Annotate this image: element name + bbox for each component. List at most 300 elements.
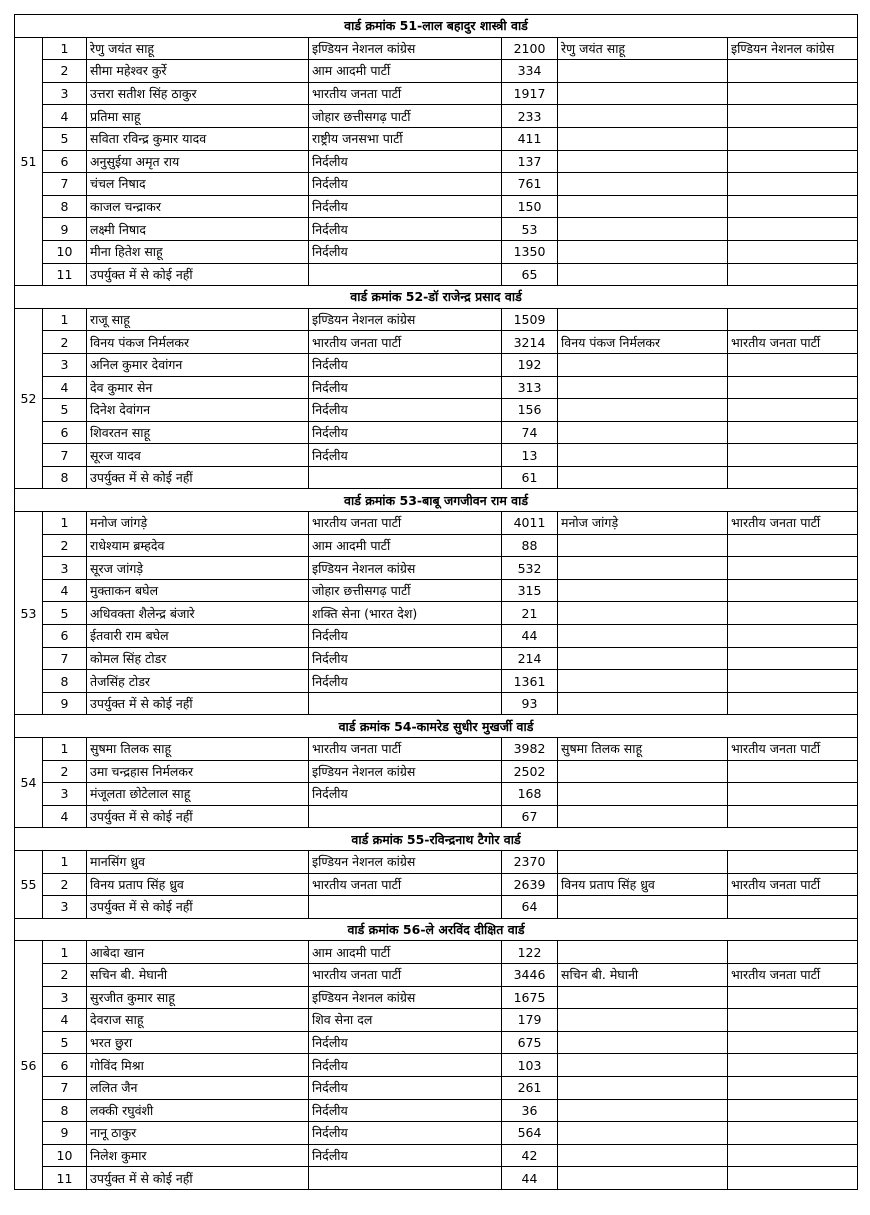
- winner-name-empty: [558, 1099, 728, 1122]
- candidate-party: जोहार छत्तीसगढ़ पार्टी: [309, 579, 502, 602]
- vote-count: 156: [502, 399, 558, 422]
- ward-title: वार्ड क्रमांक 54-कामरेड सुधीर मुखर्जी वार्ड: [15, 715, 858, 738]
- table-row: [15, 1167, 858, 1190]
- table-row: [15, 218, 858, 241]
- candidate-name: रेणु जयंत साहू: [87, 37, 309, 60]
- winner-name-empty: [558, 760, 728, 783]
- candidate-name: राधेश्याम ब्रम्हदेव: [87, 534, 309, 557]
- table-row: [15, 534, 858, 557]
- ward-header-row: [15, 715, 858, 738]
- serial-number: 5: [43, 399, 87, 422]
- serial-number: 1: [43, 37, 87, 60]
- candidate-party: निर्दलीय: [309, 1122, 502, 1145]
- table-row: [15, 263, 858, 286]
- winner-party: भारतीय जनता पार्टी: [728, 963, 858, 986]
- candidate-name: गोविंद मिश्रा: [87, 1054, 309, 1077]
- vote-count: 761: [502, 173, 558, 196]
- candidate-name: अनुसुईया अमृत राय: [87, 150, 309, 173]
- candidate-party: इण्डियन नेशनल कांग्रेस: [309, 986, 502, 1009]
- ward-number: 54: [15, 738, 43, 828]
- serial-number: 10: [43, 240, 87, 263]
- winner-party-empty: [728, 105, 858, 128]
- candidate-party: निर्दलीय: [309, 647, 502, 670]
- serial-number: 6: [43, 625, 87, 648]
- winner-party-empty: [728, 534, 858, 557]
- table-row: [15, 670, 858, 693]
- serial-number: 7: [43, 173, 87, 196]
- winner-party-empty: [728, 127, 858, 150]
- vote-count: 1361: [502, 670, 558, 693]
- vote-count: 4011: [502, 512, 558, 535]
- candidate-party: [309, 466, 502, 489]
- candidate-name: देवराज साहू: [87, 1009, 309, 1032]
- ward-number: 53: [15, 512, 43, 715]
- ward-number: 52: [15, 308, 43, 489]
- winner-party: भारतीय जनता पार्टी: [728, 512, 858, 535]
- candidate-party: इण्डियन नेशनल कांग्रेस: [309, 37, 502, 60]
- winner-party: भारतीय जनता पार्टी: [728, 331, 858, 354]
- serial-number: 5: [43, 602, 87, 625]
- candidate-name: सूरज जांगड़े: [87, 557, 309, 580]
- serial-number: 4: [43, 805, 87, 828]
- candidate-party: जोहार छत्तीसगढ़ पार्टी: [309, 105, 502, 128]
- winner-party-empty: [728, 850, 858, 873]
- ward-header-row: [15, 918, 858, 941]
- vote-count: 36: [502, 1099, 558, 1122]
- table-row: [15, 105, 858, 128]
- candidate-party: निर्दलीय: [309, 218, 502, 241]
- winner-name: रेणु जयंत साहू: [558, 37, 728, 60]
- vote-count: 61: [502, 466, 558, 489]
- winner-name-empty: [558, 60, 728, 83]
- winner-name-empty: [558, 353, 728, 376]
- winner-party-empty: [728, 1076, 858, 1099]
- table-row: [15, 805, 858, 828]
- table-row: [15, 173, 858, 196]
- serial-number: 7: [43, 647, 87, 670]
- table-row: [15, 331, 858, 354]
- candidate-party: [309, 692, 502, 715]
- table-row: [15, 376, 858, 399]
- winner-name-empty: [558, 896, 728, 919]
- candidate-name: चंचल निषाद: [87, 173, 309, 196]
- serial-number: 3: [43, 557, 87, 580]
- ward-number: 56: [15, 941, 43, 1190]
- table-row: [15, 783, 858, 806]
- table-row: [15, 692, 858, 715]
- candidate-party: [309, 263, 502, 286]
- winner-name-empty: [558, 986, 728, 1009]
- table-row: [15, 1122, 858, 1145]
- candidate-name: शिवरतन साहू: [87, 421, 309, 444]
- candidate-name: ललित जैन: [87, 1076, 309, 1099]
- candidate-name: उपर्युक्त में से कोई नहीं: [87, 1167, 309, 1190]
- serial-number: 2: [43, 873, 87, 896]
- winner-name-empty: [558, 399, 728, 422]
- candidate-name: भरत छुरा: [87, 1031, 309, 1054]
- winner-party-empty: [728, 150, 858, 173]
- serial-number: 2: [43, 534, 87, 557]
- candidate-party: [309, 805, 502, 828]
- winner-party-empty: [728, 1144, 858, 1167]
- candidate-name: उपर्युक्त में से कोई नहीं: [87, 692, 309, 715]
- table-row: [15, 963, 858, 986]
- candidate-name: दिनेश देवांगन: [87, 399, 309, 422]
- serial-number: 5: [43, 1031, 87, 1054]
- winner-party-empty: [728, 783, 858, 806]
- winner-name-empty: [558, 805, 728, 828]
- candidate-party: निर्दलीय: [309, 421, 502, 444]
- candidate-name: राजू साहू: [87, 308, 309, 331]
- vote-count: 214: [502, 647, 558, 670]
- candidate-name: मंजूलता छोटेलाल साहू: [87, 783, 309, 806]
- ward-header-row: [15, 286, 858, 309]
- candidate-party: निर्दलीय: [309, 376, 502, 399]
- winner-party-empty: [728, 82, 858, 105]
- winner-name-empty: [558, 444, 728, 467]
- results-sheet: [14, 14, 857, 1190]
- table-row: [15, 127, 858, 150]
- candidate-name: लक्ष्मी निषाद: [87, 218, 309, 241]
- candidate-party: भारतीय जनता पार्टी: [309, 512, 502, 535]
- table-row: [15, 1099, 858, 1122]
- winner-party-empty: [728, 444, 858, 467]
- winner-name-empty: [558, 850, 728, 873]
- table-row: [15, 1076, 858, 1099]
- candidate-party: निर्दलीय: [309, 353, 502, 376]
- candidate-party: आम आदमी पार्टी: [309, 60, 502, 83]
- serial-number: 2: [43, 331, 87, 354]
- vote-count: 88: [502, 534, 558, 557]
- candidate-name: निलेश कुमार: [87, 1144, 309, 1167]
- vote-count: 168: [502, 783, 558, 806]
- winner-party-empty: [728, 195, 858, 218]
- serial-number: 2: [43, 760, 87, 783]
- serial-number: 4: [43, 105, 87, 128]
- table-row: [15, 602, 858, 625]
- winner-party-empty: [728, 670, 858, 693]
- table-row: [15, 941, 858, 964]
- serial-number: 1: [43, 850, 87, 873]
- ward-title: वार्ड क्रमांक 52-डॉ राजेन्द्र प्रसाद वार्ड: [15, 286, 858, 309]
- winner-name-empty: [558, 625, 728, 648]
- vote-count: 3982: [502, 738, 558, 761]
- vote-count: 675: [502, 1031, 558, 1054]
- winner-name-empty: [558, 105, 728, 128]
- candidate-name: सूरज यादव: [87, 444, 309, 467]
- winner-party-empty: [728, 1054, 858, 1077]
- candidate-name: ईतवारी राम बघेल: [87, 625, 309, 648]
- winner-party-empty: [728, 1167, 858, 1190]
- vote-count: 192: [502, 353, 558, 376]
- vote-count: 65: [502, 263, 558, 286]
- ward-title: वार्ड क्रमांक 56-ले अरविंद दीक्षित वार्ड: [15, 918, 858, 941]
- serial-number: 7: [43, 1076, 87, 1099]
- candidate-party: भारतीय जनता पार्टी: [309, 738, 502, 761]
- candidate-party: निर्दलीय: [309, 195, 502, 218]
- table-row: [15, 195, 858, 218]
- candidate-name: अनिल कुमार देवांगन: [87, 353, 309, 376]
- candidate-party: आम आदमी पार्टी: [309, 941, 502, 964]
- candidate-name: कोमल सिंह टोडर: [87, 647, 309, 670]
- winner-name: विनय प्रताप सिंह ध्रुव: [558, 873, 728, 896]
- candidate-party: निर्दलीय: [309, 240, 502, 263]
- ward-title: वार्ड क्रमांक 55-रविन्द्रनाथ टैगोर वार्ड: [15, 828, 858, 851]
- table-row: [15, 399, 858, 422]
- vote-count: 1917: [502, 82, 558, 105]
- winner-party-empty: [728, 466, 858, 489]
- candidate-party: इण्डियन नेशनल कांग्रेस: [309, 308, 502, 331]
- serial-number: 3: [43, 353, 87, 376]
- table-row: [15, 37, 858, 60]
- serial-number: 2: [43, 60, 87, 83]
- table-row: [15, 150, 858, 173]
- winner-party-empty: [728, 173, 858, 196]
- winner-party-empty: [728, 60, 858, 83]
- vote-count: 1675: [502, 986, 558, 1009]
- vote-count: 74: [502, 421, 558, 444]
- winner-name-empty: [558, 82, 728, 105]
- candidate-name: प्रतिमा साहू: [87, 105, 309, 128]
- candidate-party: निर्दलीय: [309, 783, 502, 806]
- candidate-party: राष्ट्रीय जनसभा पार्टी: [309, 127, 502, 150]
- winner-party-empty: [728, 421, 858, 444]
- winner-name-empty: [558, 195, 728, 218]
- candidate-name: मीना हितेश साहू: [87, 240, 309, 263]
- winner-party-empty: [728, 602, 858, 625]
- vote-count: 233: [502, 105, 558, 128]
- vote-count: 137: [502, 150, 558, 173]
- candidate-name: विनय पंकज निर्मलकर: [87, 331, 309, 354]
- candidate-party: निर्दलीय: [309, 1054, 502, 1077]
- candidate-party: निर्दलीय: [309, 444, 502, 467]
- winner-party: भारतीय जनता पार्टी: [728, 738, 858, 761]
- table-row: [15, 1144, 858, 1167]
- vote-count: 261: [502, 1076, 558, 1099]
- candidate-party: निर्दलीय: [309, 1099, 502, 1122]
- ward-header-row: [15, 489, 858, 512]
- serial-number: 6: [43, 421, 87, 444]
- serial-number: 8: [43, 1099, 87, 1122]
- table-row: [15, 557, 858, 580]
- candidate-party: निर्दलीय: [309, 399, 502, 422]
- ward-title: वार्ड क्रमांक 51-लाल बहादुर शास्त्री वार्ड: [15, 15, 858, 38]
- winner-party-empty: [728, 896, 858, 919]
- candidate-name: उपर्युक्त में से कोई नहीं: [87, 466, 309, 489]
- vote-count: 2100: [502, 37, 558, 60]
- vote-count: 532: [502, 557, 558, 580]
- serial-number: 4: [43, 579, 87, 602]
- vote-count: 3214: [502, 331, 558, 354]
- results-table: [14, 14, 858, 1190]
- serial-number: 11: [43, 1167, 87, 1190]
- winner-name: मनोज जांगड़े: [558, 512, 728, 535]
- winner-party-empty: [728, 692, 858, 715]
- winner-party: इण्डियन नेशनल कांग्रेस: [728, 37, 858, 60]
- winner-name-empty: [558, 240, 728, 263]
- table-row: [15, 466, 858, 489]
- winner-name: सचिन बी. मेघानी: [558, 963, 728, 986]
- winner-name: सुषमा तिलक साहू: [558, 738, 728, 761]
- table-row: [15, 1009, 858, 1032]
- vote-count: 564: [502, 1122, 558, 1145]
- candidate-party: शिव सेना दल: [309, 1009, 502, 1032]
- candidate-party: निर्दलीय: [309, 150, 502, 173]
- candidate-name: देव कुमार सेन: [87, 376, 309, 399]
- winner-name-empty: [558, 1031, 728, 1054]
- candidate-party: शक्ति सेना (भारत देश): [309, 602, 502, 625]
- vote-count: 1509: [502, 308, 558, 331]
- winner-party-empty: [728, 1009, 858, 1032]
- candidate-name: उमा चन्द्रहास निर्मलकर: [87, 760, 309, 783]
- winner-party-empty: [728, 625, 858, 648]
- winner-name-empty: [558, 263, 728, 286]
- vote-count: 122: [502, 941, 558, 964]
- candidate-name: उपर्युक्त में से कोई नहीं: [87, 263, 309, 286]
- candidate-name: सीमा महेश्वर कुर्रे: [87, 60, 309, 83]
- candidate-party: भारतीय जनता पार्टी: [309, 873, 502, 896]
- winner-name-empty: [558, 534, 728, 557]
- table-row: [15, 850, 858, 873]
- table-row: [15, 353, 858, 376]
- winner-name-empty: [558, 579, 728, 602]
- winner-party-empty: [728, 760, 858, 783]
- serial-number: 2: [43, 963, 87, 986]
- candidate-name: काजल चन्द्राकर: [87, 195, 309, 218]
- table-row: [15, 760, 858, 783]
- table-row: [15, 308, 858, 331]
- winner-name-empty: [558, 1009, 728, 1032]
- table-row: [15, 240, 858, 263]
- winner-party-empty: [728, 376, 858, 399]
- vote-count: 3446: [502, 963, 558, 986]
- ward-header-row: [15, 828, 858, 851]
- serial-number: 9: [43, 218, 87, 241]
- table-row: [15, 625, 858, 648]
- candidate-name: अधिवक्ता शैलेन्द्र बंजारे: [87, 602, 309, 625]
- table-row: [15, 896, 858, 919]
- candidate-party: निर्दलीय: [309, 1144, 502, 1167]
- table-row: [15, 512, 858, 535]
- candidate-name: सुषमा तिलक साहू: [87, 738, 309, 761]
- vote-count: 64: [502, 896, 558, 919]
- vote-count: 21: [502, 602, 558, 625]
- winner-name-empty: [558, 421, 728, 444]
- serial-number: 1: [43, 738, 87, 761]
- winner-party-empty: [728, 1031, 858, 1054]
- winner-party-empty: [728, 986, 858, 1009]
- winner-party-empty: [728, 941, 858, 964]
- vote-count: 334: [502, 60, 558, 83]
- vote-count: 2370: [502, 850, 558, 873]
- serial-number: 4: [43, 1009, 87, 1032]
- candidate-name: आबेदा खान: [87, 941, 309, 964]
- candidate-party: निर्दलीय: [309, 173, 502, 196]
- ward-title: वार्ड क्रमांक 53-बाबू जगजीवन राम वार्ड: [15, 489, 858, 512]
- winner-party-empty: [728, 1122, 858, 1145]
- winner-name-empty: [558, 218, 728, 241]
- serial-number: 3: [43, 783, 87, 806]
- winner-name-empty: [558, 692, 728, 715]
- candidate-party: आम आदमी पार्टी: [309, 534, 502, 557]
- winner-name-empty: [558, 941, 728, 964]
- candidate-party: भारतीय जनता पार्टी: [309, 963, 502, 986]
- serial-number: 1: [43, 941, 87, 964]
- serial-number: 5: [43, 127, 87, 150]
- candidate-name: लक्की रघुवंशी: [87, 1099, 309, 1122]
- winner-party-empty: [728, 240, 858, 263]
- candidate-name: तेजसिंह टोडर: [87, 670, 309, 693]
- candidate-party: भारतीय जनता पार्टी: [309, 331, 502, 354]
- vote-count: 67: [502, 805, 558, 828]
- table-row: [15, 60, 858, 83]
- ward-number: 51: [15, 37, 43, 286]
- winner-name-empty: [558, 670, 728, 693]
- serial-number: 1: [43, 512, 87, 535]
- winner-party-empty: [728, 557, 858, 580]
- vote-count: 44: [502, 625, 558, 648]
- serial-number: 10: [43, 1144, 87, 1167]
- winner-name-empty: [558, 783, 728, 806]
- table-row: [15, 1054, 858, 1077]
- candidate-name: उत्तरा सतीश सिंह ठाकुर: [87, 82, 309, 105]
- winner-party-empty: [728, 399, 858, 422]
- candidate-name: सुरजीत कुमार साहू: [87, 986, 309, 1009]
- serial-number: 3: [43, 82, 87, 105]
- candidate-name: मानसिंग ध्रुव: [87, 850, 309, 873]
- vote-count: 150: [502, 195, 558, 218]
- vote-count: 44: [502, 1167, 558, 1190]
- serial-number: 11: [43, 263, 87, 286]
- winner-name-empty: [558, 1054, 728, 1077]
- ward-header-row: [15, 15, 858, 38]
- winner-name-empty: [558, 557, 728, 580]
- vote-count: 93: [502, 692, 558, 715]
- serial-number: 9: [43, 1122, 87, 1145]
- candidate-name: विनय प्रताप सिंह ध्रुव: [87, 873, 309, 896]
- results-body: [15, 15, 858, 1190]
- vote-count: 103: [502, 1054, 558, 1077]
- winner-name-empty: [558, 127, 728, 150]
- winner-name-empty: [558, 308, 728, 331]
- vote-count: 1350: [502, 240, 558, 263]
- vote-count: 13: [502, 444, 558, 467]
- candidate-party: निर्दलीय: [309, 670, 502, 693]
- candidate-party: इण्डियन नेशनल कांग्रेस: [309, 557, 502, 580]
- table-row: [15, 579, 858, 602]
- candidate-party: इण्डियन नेशनल कांग्रेस: [309, 850, 502, 873]
- candidate-name: सचिन बी. मेघानी: [87, 963, 309, 986]
- winner-name-empty: [558, 150, 728, 173]
- winner-party-empty: [728, 218, 858, 241]
- winner-party-empty: [728, 308, 858, 331]
- candidate-name: उपर्युक्त में से कोई नहीं: [87, 896, 309, 919]
- candidate-party: निर्दलीय: [309, 625, 502, 648]
- winner-name-empty: [558, 1167, 728, 1190]
- candidate-party: भारतीय जनता पार्टी: [309, 82, 502, 105]
- serial-number: 4: [43, 376, 87, 399]
- candidate-party: इण्डियन नेशनल कांग्रेस: [309, 760, 502, 783]
- vote-count: 2639: [502, 873, 558, 896]
- table-row: [15, 444, 858, 467]
- table-row: [15, 647, 858, 670]
- winner-party: भारतीय जनता पार्टी: [728, 873, 858, 896]
- winner-party-empty: [728, 1099, 858, 1122]
- winner-party-empty: [728, 579, 858, 602]
- vote-count: 179: [502, 1009, 558, 1032]
- winner-name-empty: [558, 1144, 728, 1167]
- vote-count: 53: [502, 218, 558, 241]
